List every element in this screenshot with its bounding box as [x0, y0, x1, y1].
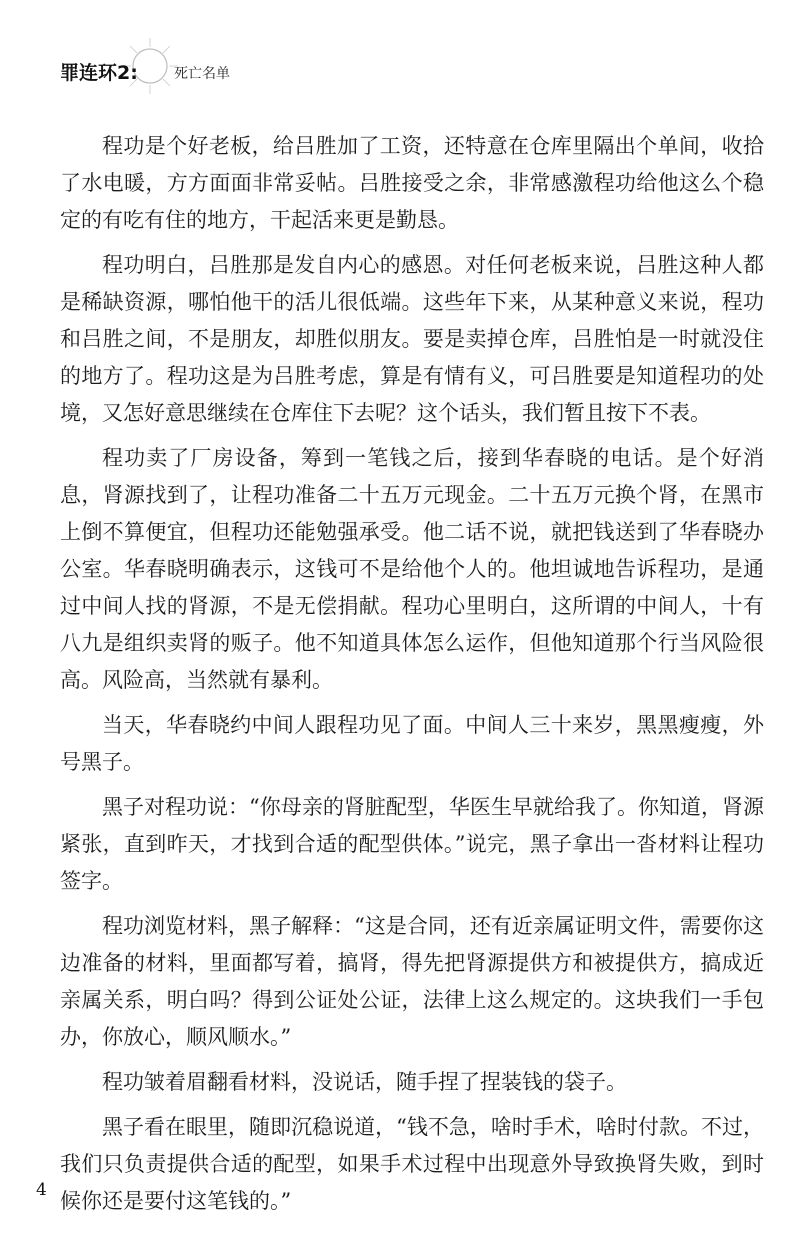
paragraph: 程功卖了厂房设备，筹到一笔钱之后，接到华春晓的电话。是个好消息，肾源找到了，让程功准备二十五万元现金。二十五万元换个肾，在黑市上倒不算便宜，但程功还能勉强承受。他二话不说，就把钱送到了华春晓办公室。华春晓明确表示，这钱可不是给他个人的。他坦诚地告诉程功，是通过中间人找的肾源，不是无偿捐献。程功心里明白，这所谓的中间人，十有八九是组织卖肾的贩子。他不知道具体怎么运作，但他知道那个行当风险很高。风险高，当然就有暴利。 [60, 446, 764, 692]
series-title: 罪连环2: [60, 62, 138, 84]
body-text [60, 128, 764, 1228]
paragraph: 程功是个好老板，给吕胜加了工资，还特意在仓库里隔出个单间，收拾了水电暖，方方面面非常妥帖。吕胜接受之余，非常感激程功给他这么个稳定的有吃有住的地方，干起活来更是勤恳。 [60, 134, 764, 232]
paragraph: 程功明白，吕胜那是发自内心的感恩。对任何老板来说，吕胜这种人都是稀缺资源，哪怕他干的活儿很低端。这些年下来，从某种意义来说，程功和吕胜之间，不是朋友，却胜似朋友。要是卖掉仓库，吕胜怕是一时就没住的地方了。程功这是为吕胜考虑，算是有情有义，可吕胜要是知道程功的处境，又怎好意思继续在仓库住下去呢？这个话头，我们暂且按下不表。 [60, 253, 764, 425]
paragraph: 黑子对程功说：“你母亲的肾脏配型，华医生早就给我了。你知道，肾源紧张，直到昨天，才找到合适的配型供体。”说完，黑子拿出一沓材料让程功签字。 [60, 795, 764, 893]
book-subtitle: 死亡名单 [174, 66, 230, 82]
paragraph: 黑子看在眼里，随即沉稳说道，“钱不急，啥时手术，啥时付款。不过，我们只负责提供合适的配型，如果手术过程中出现意外导致换肾失败，到时候你还是要付这笔钱的。” [60, 1115, 764, 1213]
page-number: 4 [36, 1180, 47, 1200]
paragraph: 当天，华春晓约中间人跟程功见了面。中间人三十来岁，黑黑瘦瘦，外号黑子。 [60, 713, 764, 774]
paragraph: 程功浏览材料，黑子解释：“这是合同，还有近亲属证明文件，需要你这边准备的材料，里面都写着，搞肾，得先把肾源提供方和被提供方，搞成近亲属关系，明白吗？得到公证处公证，法律上这么规定的。这块我们一手包办，你放心，顺风顺水。” [60, 914, 764, 1049]
running-header [60, 36, 360, 96]
paragraph: 程功皱着眉翻看材料，没说话，随手捏了捏装钱的袋子。 [102, 1070, 627, 1094]
